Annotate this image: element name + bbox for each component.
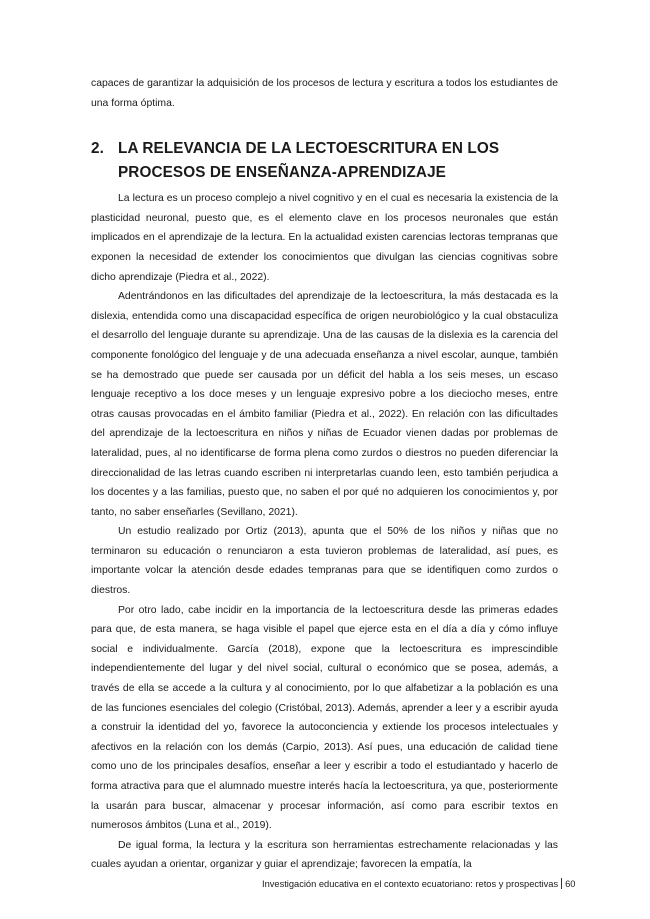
body-paragraph: La lectura es un proceso complejo a nivel cognitivo y en el cual es necesaria la existencia de la plasticidad neuronal, puesto que, es el elemento clave en los procesos neuronales que están implicados en el aprendizaje de la lectura. En la actualidad existen carencias lectoras tempranas que exponen la necesidad de extender los conocimientos que divulgan las ciencias cognitivas sobre dicho aprendizaje (Piedra et al., 2022). bbox=[91, 193, 558, 283]
body-paragraph: Por otro lado, cabe incidir en la importancia de la lectoescritura desde las primeras edades para que, de esta manera, se haga visible el papel que ejerce esta en el día a día y cómo influye social e individualmente. García (2018), expone que la lectoescritura es imprescindible independientemente del lugar y del nivel social, cultural o económico que se posea, además, a través de ella se accede a la cultura y al conocimiento, por lo que alfabetizar a la población es una de las funciones esenciales del colegio (Cristóbal, 2013). Además, aprender a leer y a escribir ayuda a construir la identidad del yo, favorece la autoconciencia y extiende los procesos intelectuales y afectivos en la relación con los demás (Carpio, 2013). Así pues, una educación de calidad tiene como uno de los principales desafíos, enseñar a leer y escribir a todo el estudiantado y hacerlo de forma atractiva para que el alumnado muestre interés hacía la lectoescritura, ya que, posteriormente la usarán para buscar, almacenar y procesar información, así como para escribir textos en numerosos ámbitos (Luna et al., 2019). bbox=[91, 604, 558, 832]
body-paragraph: Adentrándonos en las dificultades del aprendizaje de la lectoescritura, la más destacada es la dislexia, entendida como una discapacidad específica de origen neurobiológico y la cual obstaculiza el desarrollo del lenguaje durante su aprendizaje. Una de las causas de la dislexia es la carencia del componente fonológico del lenguaje y de una adecuada enseñanza a nivel escolar, aunque, también se ha demostrado que puede ser causada por un déficit del habla a los seis meses, un escaso lenguaje receptivo a los doce meses y un lenguaje expresivo pobre a los dieciocho meses, entre otras causas provocadas en el ámbito familiar (Piedra et al., 2022). En relación con las dificultades del aprendizaje de la lectoescritura en niños y niñas de Ecuador vienen dadas por problemas de lateralidad, pues, al no identificarse de forma plena como zurdos o diestros no pueden diferenciar la direccionalidad de las letras cuando escriben ni interpretarlas cuando leen, esto también perjudica a los docentes y a las familias, puesto que, no saben el por qué no adquieren los conocimientos y, por tanto, no saber enseñarles (Sevillano, 2021). bbox=[91, 291, 558, 518]
section-number: 2. bbox=[91, 140, 104, 158]
running-title: Investigación educativa en el contexto ecuatoriano: retos y prospectivas bbox=[262, 879, 559, 889]
section-title: LA RELEVANCIA DE LA LECTOESCRITURA EN LOS PROCESOS DE ENSEÑANZA-APRENDIZAJE bbox=[118, 140, 500, 182]
page-body bbox=[91, 74, 558, 875]
page-footer bbox=[262, 878, 576, 889]
page-number: 60 bbox=[565, 879, 576, 889]
section-heading bbox=[91, 137, 558, 185]
body-paragraph-truncated: De igual forma, la lectura y la escritura son herramientas estrechamente relacionadas y las cuales ayudan a orientar, organizar y guiar el aprendizaje; favorecen la empatía, la bbox=[91, 839, 558, 871]
body-paragraph: Un estudio realizado por Ortiz (2013), apunta que el 50% de los niños y niñas que no terminaron su educación o renunciaron a esta tuvieron problemas de lateralidad, así pues, es importante volcar la atención desde edades tempranas para que se identifiquen como zurdos o diestros. bbox=[91, 526, 558, 597]
continuation-paragraph: capaces de garantizar la adquisición de los procesos de lectura y escritura a todos los estudiantes de una forma óptima. bbox=[91, 78, 558, 109]
footer-divider bbox=[561, 878, 562, 889]
